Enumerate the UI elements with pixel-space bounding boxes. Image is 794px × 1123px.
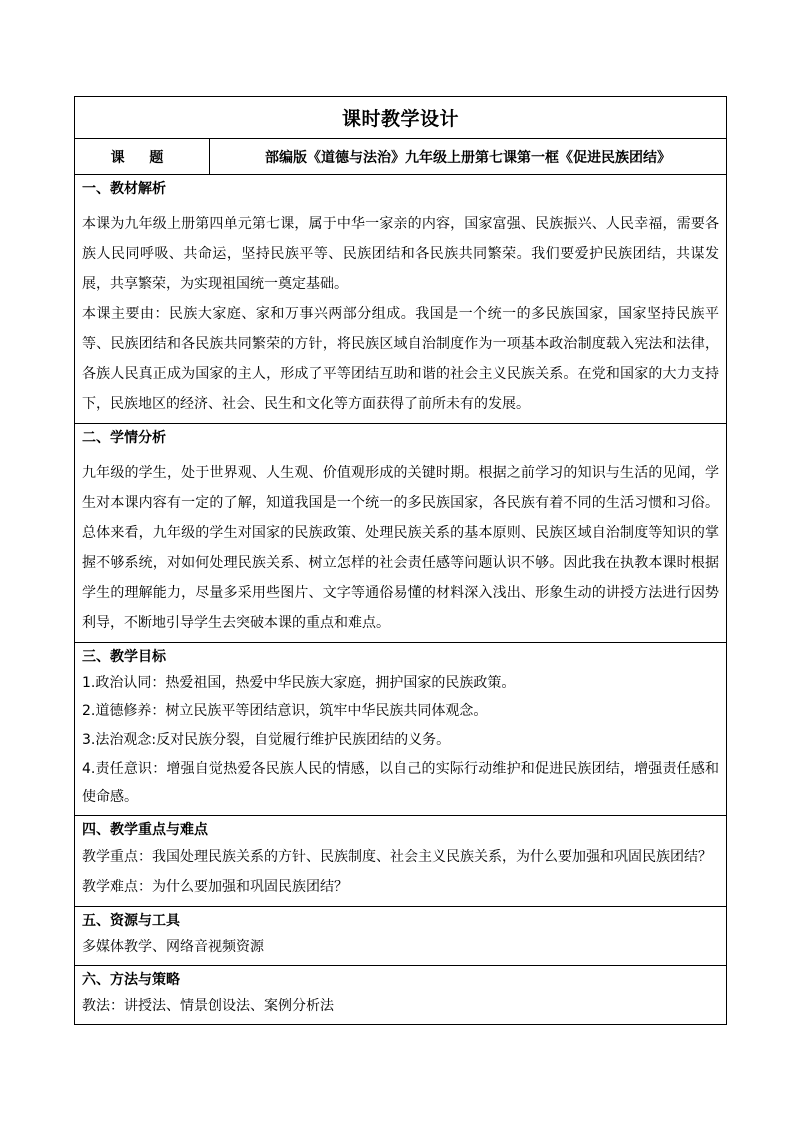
section-paragraph: 本课主要由：民族大家庭、家和万事兴两部分组成。我国是一个统一的多民族国家，国家坚持民族平等、民族团结和各民族共同繁荣的方针，将民族区域自治制度作为一项基本政治制度载入宪法和法律，各族人民真正成为国家的主人，形成了平等团结互助和谐的社会主义民族关系。在党和国家的大力支持下，民族地区的经济、社会、民生和文化等方面获得了前所未有的发展。 (82, 306, 719, 412)
section-paragraph: 九年级的学生，处于世界观、人生观、价值观形成的关键时期。根据之前学习的知识与生活的见闻，学生对本课内容有一定的了解，知道我国是一个统一的多民族国家，各民族有着不同的生活习惯和习俗。总体来看，九年级的学生对国家的民族政策、处理民族关系的基本原则、民族区域自治制度等知识的掌握不够系统，对如何处理民族关系、树立怎样的社会责任感等问题认识不够。因此我在执教本课时根据学生的理解能力，尽量多采用些图片、文字等通俗易懂的材料深入浅出、形象生动的讲授方法进行因势利导，不断地引导学生去突破本课的重点和难点。 (82, 465, 719, 631)
section-teaching-goals (75, 643, 726, 816)
section-heading: 六、方法与策略 (82, 972, 180, 988)
section-paragraph: 本课为九年级上册第四单元第七课，属于中华一家亲的内容，国家富强、民族振兴、人民幸福，需要各族人民同呼吸、共命运，坚持民族平等、民族团结和各民族共同繁荣。我们要爱护民族团结，共谋发展，共享繁荣，为实现祖国统一奠定基础。 (82, 216, 719, 292)
section-heading: 一、教材解析 (82, 181, 166, 197)
section-heading: 四、教学重点与难点 (82, 822, 208, 838)
section-paragraph: 3.法治观念:反对民族分裂，自觉履行维护民族团结的义务。 (82, 732, 451, 748)
page-title: 课时教学设计 (341, 108, 459, 130)
section-heading: 五、资源与工具 (82, 913, 180, 929)
topic-label: 课 题 (75, 139, 210, 174)
section-key-points (75, 816, 726, 907)
section-paragraph: 教学重点：我国处理民族关系的方针、民族制度、社会主义民族关系，为什么要加强和巩固民族团结？ (82, 849, 712, 865)
section-resources (75, 907, 726, 966)
section-paragraph: 教法：讲授法、情景创设法、案例分析法 (82, 998, 334, 1014)
topic-row (75, 139, 726, 175)
lesson-plan-table (74, 96, 727, 1025)
section-paragraph: 2.道德修养：树立民族平等团结意识，筑牢中华民族共同体观念。 (82, 703, 488, 719)
section-heading: 二、学情分析 (82, 430, 166, 446)
section-paragraph: 多媒体教学、网络音视频资源 (82, 939, 264, 955)
section-paragraph: 1.政治认同：热爱祖国，热爱中华民族大家庭，拥护国家的民族政策。 (82, 675, 516, 691)
section-paragraph: 4.责任意识：增强自觉热爱各民族人民的情感，以自己的实际行动维护和促进民族团结，增强责任感和使命感。 (82, 761, 719, 805)
section-paragraph: 教学难点：为什么要加强和巩固民族团结？ (82, 879, 348, 895)
section-student-analysis (75, 424, 726, 643)
section-methods (75, 966, 726, 1024)
section-textbook-analysis (75, 175, 726, 424)
title-row (75, 97, 726, 139)
topic-value: 部编版《道德与法治》九年级上册第七课第一框《促进民族团结》 (265, 149, 671, 166)
section-heading: 三、教学目标 (82, 649, 166, 665)
